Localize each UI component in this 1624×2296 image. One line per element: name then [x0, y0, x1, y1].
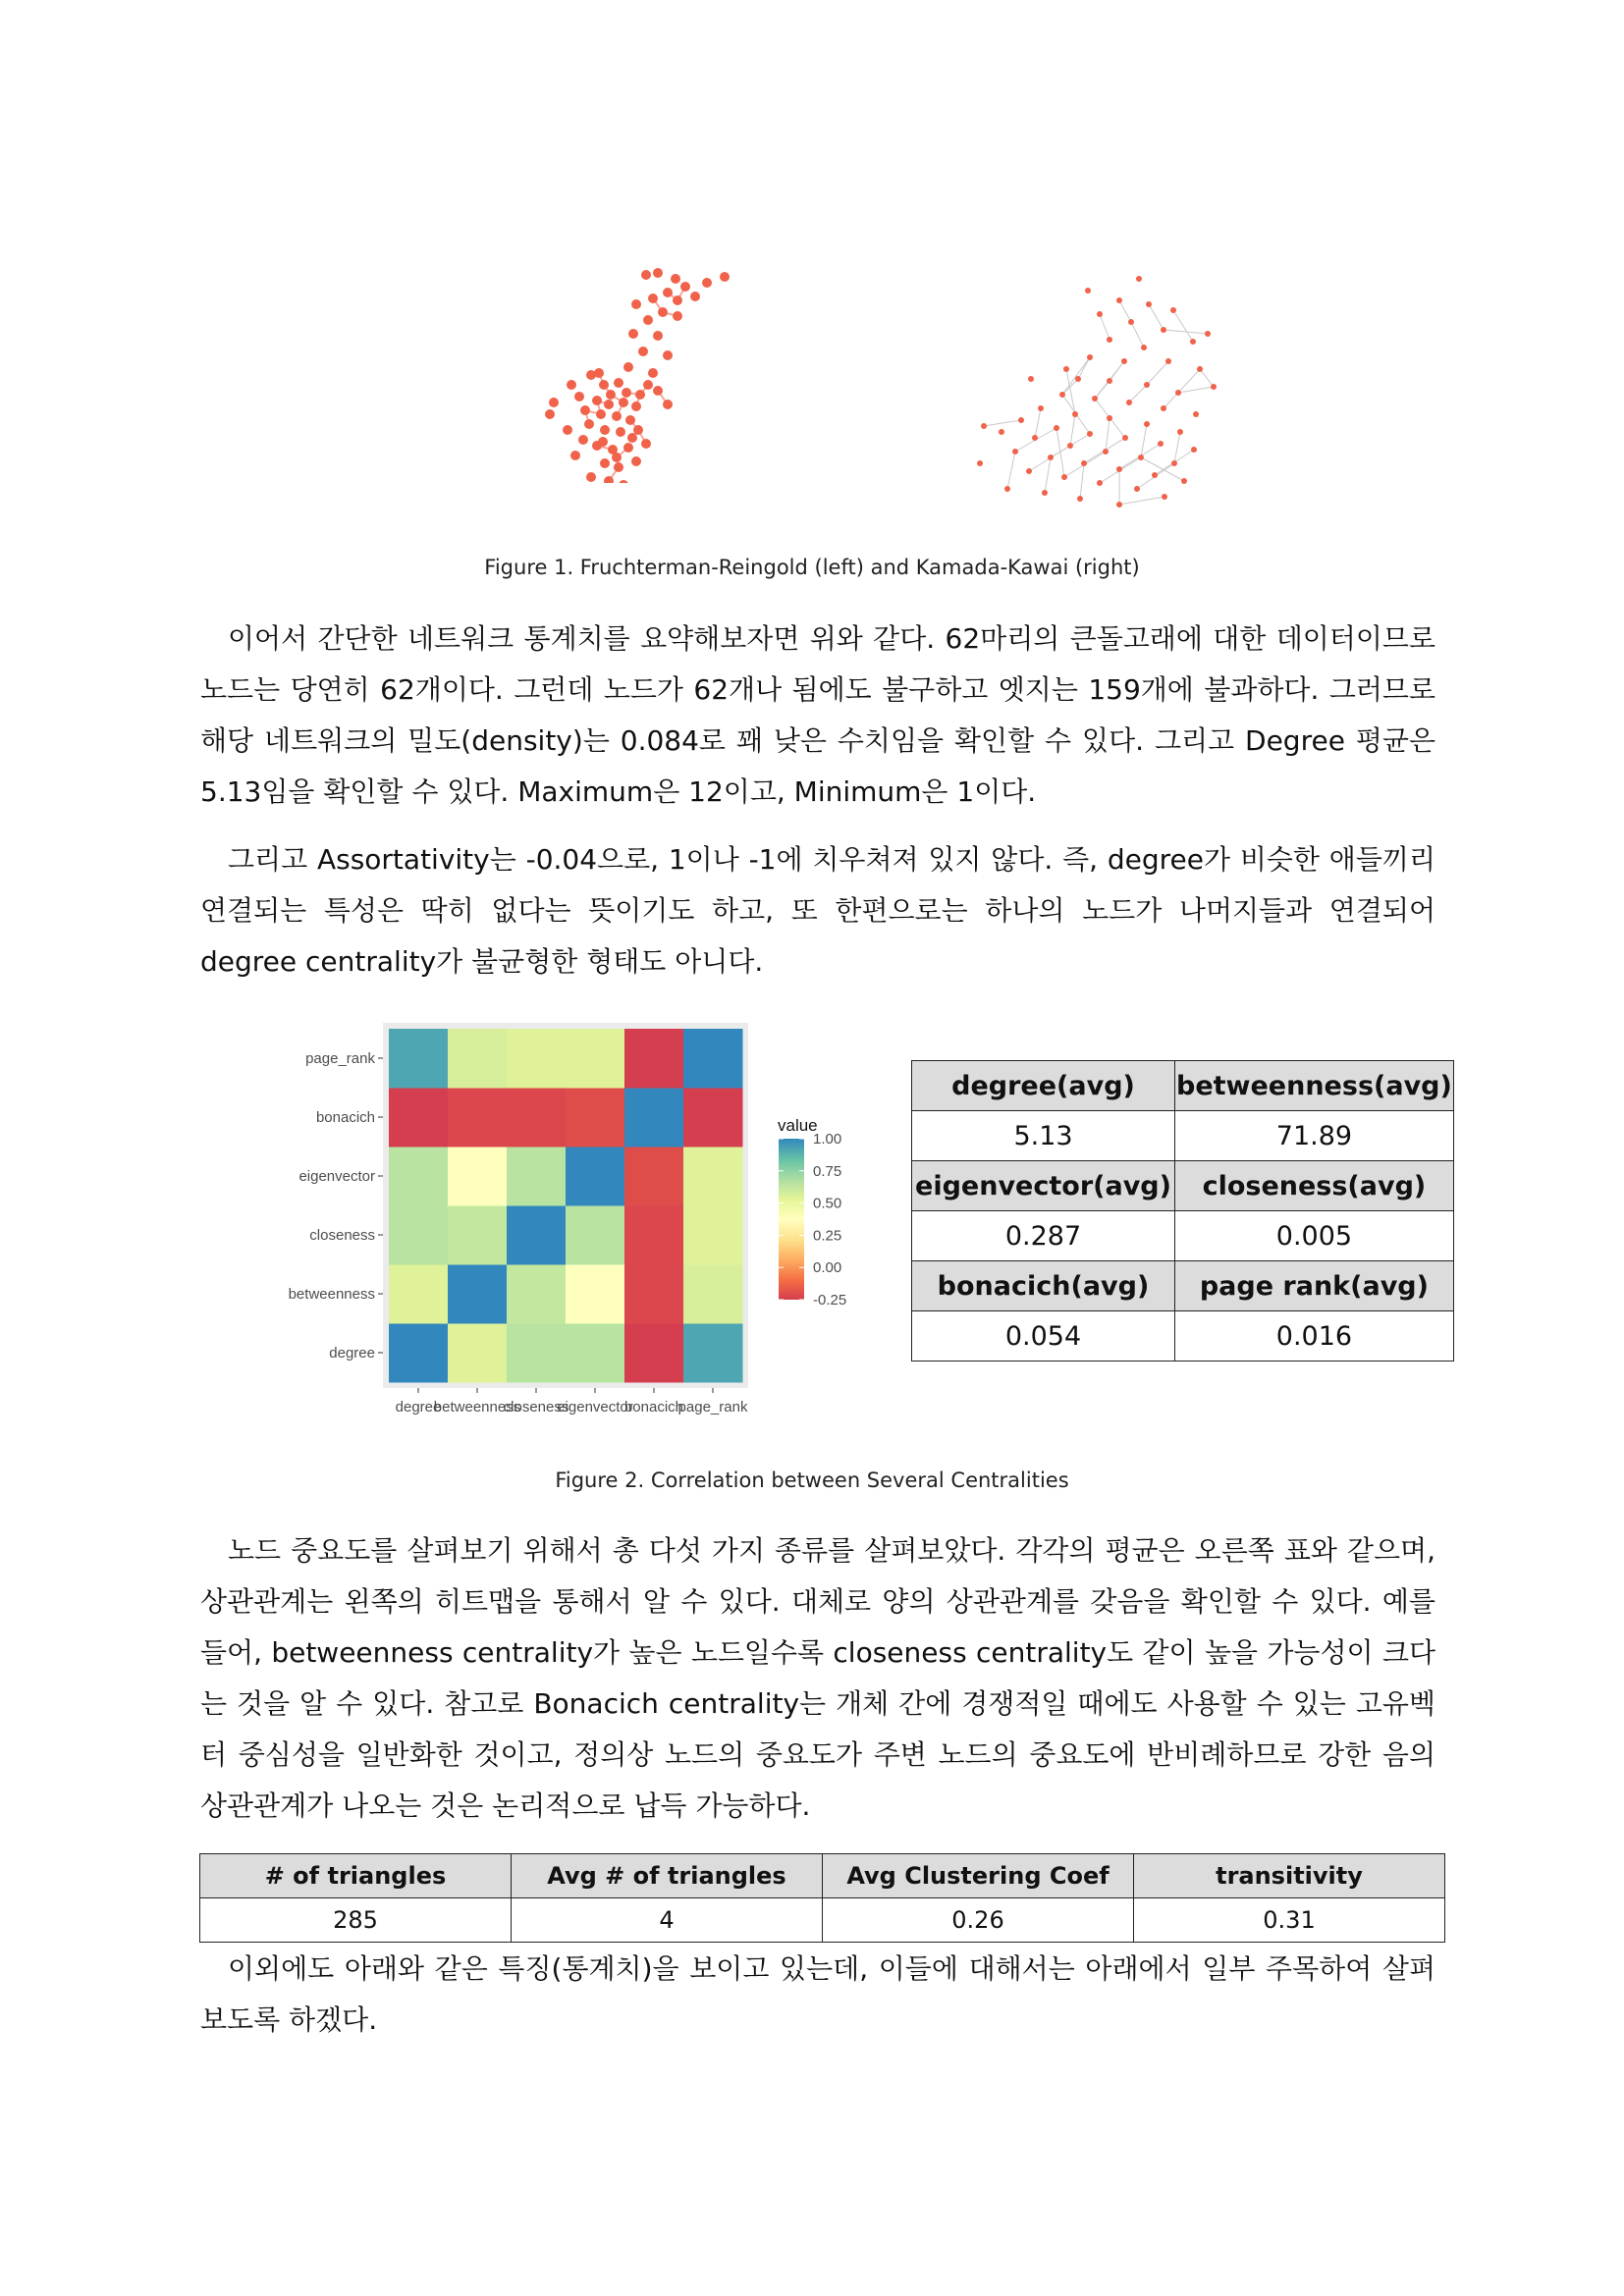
- network-node: [1061, 474, 1067, 480]
- network-node: [1170, 307, 1176, 313]
- heatmap-cell-eigenvector-page_rank: [566, 1029, 625, 1089]
- network-node: [631, 401, 641, 411]
- network-node: [638, 347, 648, 356]
- heatmap-cell-closeness-degree: [507, 1323, 567, 1383]
- table-cell: 0.287: [912, 1211, 1175, 1261]
- paragraph-summary: 이어서 간단한 네트워크 통계치를 요약해보자면 위와 같다. 62마리의 큰돌고래에 대한 데이터이므로 노드는 당연히 62개이다. 그런데 노드가 62개나 됨에도 불구하고 엣지는 159개에 불과하다. 그러므로 해당 네트워크의 밀도(density)는 0.084로 꽤 낮은 수치임을 확인할 수 있다. 그리고 Degree 평균은 5.13임을 확인할 수 있다. Maximum은 12이고, Minimum은 1이다.: [200, 622, 1435, 808]
- heatmap-cell-closeness-betweenness: [507, 1264, 567, 1324]
- heatmap-cell-degree-betweenness: [389, 1264, 449, 1324]
- table-cell: page rank(avg): [1175, 1261, 1454, 1311]
- network-node: [1165, 358, 1171, 364]
- heatmap-cell-betweenness-degree: [448, 1323, 508, 1383]
- heatmap-cell-betweenness-betweenness: [448, 1264, 508, 1324]
- heatmap-cell-page_rank-betweenness: [683, 1264, 743, 1324]
- table-header-cell: Avg # of triangles: [512, 1854, 823, 1898]
- network-node: [1048, 454, 1054, 460]
- network-node: [720, 272, 730, 282]
- network-node: [633, 425, 643, 435]
- network-node: [580, 405, 590, 415]
- network-node: [1075, 376, 1081, 382]
- table-cell: 71.89: [1175, 1111, 1454, 1161]
- heatmap-cell-eigenvector-bonacich: [566, 1088, 625, 1148]
- heatmap-cell-eigenvector-closeness: [566, 1205, 625, 1265]
- table-cell: closeness(avg): [1175, 1161, 1454, 1211]
- network-node: [673, 295, 682, 305]
- network-node: [545, 409, 555, 419]
- network-node: [614, 378, 623, 388]
- table-cell: 4: [512, 1898, 823, 1943]
- network-node: [635, 390, 645, 400]
- network-node: [1097, 480, 1103, 486]
- network-node: [1116, 297, 1122, 303]
- network-node: [600, 425, 610, 435]
- network-node: [623, 443, 633, 453]
- network-node: [616, 427, 625, 437]
- network-node: [1042, 490, 1048, 496]
- network-node: [648, 294, 658, 303]
- network-node: [1146, 301, 1152, 307]
- y-tick-label: page_rank: [305, 1050, 375, 1067]
- network-node: [1038, 405, 1044, 411]
- table-header-cell: Avg Clustering Coef: [823, 1854, 1134, 1898]
- legend-tick-label: 0.50: [813, 1195, 842, 1212]
- figure-2-caption: Figure 2. Correlation between Several Centralities: [555, 1468, 1069, 1492]
- table-cell: degree(avg): [912, 1061, 1175, 1111]
- table-row: [912, 1211, 1454, 1261]
- network-node: [1067, 443, 1073, 449]
- heatmap-cell-betweenness-eigenvector: [448, 1147, 508, 1206]
- network-node: [643, 380, 653, 390]
- network-node: [612, 453, 622, 462]
- network-node: [570, 451, 580, 460]
- table-row: [200, 1898, 1445, 1943]
- network-node: [1205, 331, 1211, 337]
- heatmap-cell-closeness-page_rank: [507, 1029, 567, 1089]
- network-node: [1085, 288, 1091, 294]
- network-node: [619, 398, 628, 407]
- network-node: [1107, 378, 1112, 384]
- network-node: [1087, 431, 1093, 437]
- network-node: [1107, 337, 1112, 343]
- network-node: [1161, 327, 1166, 333]
- network-node: [690, 292, 700, 301]
- table-cell: 0.31: [1134, 1898, 1445, 1943]
- table-cell: betweenness(avg): [1175, 1061, 1454, 1111]
- y-tick-label: closeness: [309, 1227, 375, 1244]
- network-node: [1072, 411, 1078, 417]
- network-node: [596, 409, 606, 419]
- table-header-row: [200, 1854, 1445, 1898]
- network-node: [1144, 382, 1150, 388]
- network-node: [1103, 449, 1109, 454]
- network-node: [1012, 449, 1018, 454]
- heatmap-cell-degree-closeness: [389, 1205, 449, 1265]
- heatmap-cell-bonacich-bonacich: [624, 1088, 684, 1148]
- table-row: [912, 1311, 1454, 1362]
- heatmap-cell-betweenness-bonacich: [448, 1088, 508, 1148]
- network-node: [999, 429, 1004, 435]
- network-node: [658, 307, 668, 317]
- network-node: [604, 400, 614, 409]
- network-node: [574, 392, 584, 401]
- heatmap-cell-closeness-eigenvector: [507, 1147, 567, 1206]
- network-node: [1026, 468, 1032, 474]
- table-row: [912, 1261, 1454, 1311]
- x-tick-label: page_rank: [677, 1399, 748, 1415]
- table-row: [912, 1061, 1454, 1111]
- network-node: [549, 398, 559, 407]
- paragraph-assortativity: 그리고 Assortativity는 -0.04으로, 1이나 -1에 치우쳐져 있지 않다. 즉, degree가 비슷한 애들끼리 연결되는 특성은 딱히 없다는 뜻이기도 하고, 또 한편으로는 하나의 노드가 나머지들과 연결되어 degree centrality가 불균형한 형태도 아니다.: [200, 843, 1435, 978]
- network-node: [627, 433, 637, 443]
- triangles-table: [199, 1853, 1445, 1943]
- network-node: [680, 282, 690, 292]
- network-node: [1116, 466, 1122, 472]
- heatmap-cell-eigenvector-betweenness: [566, 1264, 625, 1324]
- network-node: [653, 268, 663, 278]
- network-node: [1211, 384, 1217, 390]
- heatmap-cell-page_rank-bonacich: [683, 1088, 743, 1148]
- network-node: [619, 480, 628, 483]
- x-tick-label: closeness: [503, 1399, 569, 1415]
- table-cell: 5.13: [912, 1111, 1175, 1161]
- network-node: [614, 462, 623, 472]
- network-node: [623, 362, 633, 372]
- network-node: [1126, 400, 1132, 405]
- network-node: [1063, 366, 1069, 372]
- heatmap-cell-page_rank-closeness: [683, 1205, 743, 1265]
- x-tick-label: betweenness: [433, 1399, 521, 1415]
- network-node: [1138, 454, 1144, 460]
- table-cell: 0.005: [1175, 1211, 1454, 1261]
- heatmap-cell-betweenness-page_rank: [448, 1029, 508, 1089]
- table-cell: 0.016: [1175, 1311, 1454, 1362]
- network-node: [641, 270, 651, 280]
- heatmap-cell-betweenness-closeness: [448, 1205, 508, 1265]
- network-node: [600, 458, 610, 468]
- table-cell: bonacich(avg): [912, 1261, 1175, 1311]
- heatmap-cell-bonacich-eigenvector: [624, 1147, 684, 1206]
- heatmap-cell-eigenvector-eigenvector: [566, 1147, 625, 1206]
- network-node: [653, 386, 663, 396]
- network-node: [1032, 435, 1038, 441]
- legend-tick-label: 0.75: [813, 1162, 842, 1180]
- table-header-cell: transitivity: [1134, 1854, 1445, 1898]
- heatmap-cell-bonacich-betweenness: [624, 1264, 684, 1324]
- network-node: [643, 315, 653, 325]
- network-node: [628, 329, 638, 339]
- table-cell: 285: [200, 1898, 512, 1943]
- network-node: [1177, 429, 1183, 435]
- network-node: [663, 288, 673, 297]
- y-tick-label: bonacich: [315, 1109, 375, 1126]
- network-node: [606, 390, 616, 400]
- network-node: [1097, 311, 1103, 317]
- network-node: [1087, 354, 1093, 360]
- network-node: [567, 380, 576, 390]
- network-node: [1191, 447, 1197, 453]
- table-row: [912, 1161, 1454, 1211]
- network-node: [1162, 494, 1167, 500]
- network-node: [1141, 345, 1147, 350]
- heatmap-cell-degree-bonacich: [389, 1088, 449, 1148]
- network-node: [578, 435, 588, 445]
- heatmap-cell-bonacich-page_rank: [624, 1029, 684, 1089]
- network-node: [671, 274, 680, 284]
- heatmap-cell-degree-page_rank: [389, 1029, 449, 1089]
- network-node: [1121, 358, 1127, 364]
- network-node: [1081, 460, 1087, 466]
- network-node: [612, 411, 622, 421]
- network-node: [1059, 392, 1065, 398]
- heatmap-cell-closeness-bonacich: [507, 1088, 567, 1148]
- correlation-heatmap: [255, 1011, 884, 1423]
- network-node: [673, 311, 682, 321]
- network-node: [1004, 486, 1010, 492]
- network-node: [592, 396, 602, 405]
- network-node: [1077, 496, 1083, 502]
- network-node: [584, 419, 594, 429]
- y-tick-label: betweenness: [288, 1286, 375, 1303]
- network-node: [1181, 478, 1187, 484]
- network-node: [702, 278, 712, 288]
- fruchterman-reingold-network: [511, 257, 746, 483]
- network-node: [599, 380, 609, 390]
- network-node: [594, 368, 604, 378]
- legend-tick-label: 0.00: [813, 1259, 842, 1277]
- table-cell: 0.26: [823, 1898, 1134, 1943]
- legend-colorbar: [779, 1139, 804, 1300]
- heatmap-cell-page_rank-degree: [683, 1323, 743, 1383]
- kamada-kawai-network: [972, 271, 1218, 510]
- network-node: [663, 350, 673, 360]
- network-node: [1175, 390, 1181, 396]
- heatmap-cell-closeness-closeness: [507, 1205, 567, 1265]
- heatmap-cell-degree-eigenvector: [389, 1147, 449, 1206]
- network-node: [1161, 405, 1166, 411]
- network-node: [1122, 435, 1128, 441]
- network-node: [663, 400, 673, 409]
- x-tick-label: degree: [395, 1399, 442, 1415]
- paragraph-closing: 이외에도 아래와 같은 특징(통계치)을 보이고 있는데, 이들에 대해서는 아래에서 일부 주목하여 살펴보도록 하겠다.: [200, 1952, 1435, 2036]
- figure-1-caption: Figure 1. Fruchterman-Reingold (left) and Kamada-Kawai (right): [484, 556, 1140, 579]
- legend-title: value: [778, 1116, 818, 1135]
- centrality-averages-table: [911, 1060, 1454, 1362]
- network-node: [1107, 415, 1112, 421]
- network-node: [1092, 396, 1098, 401]
- network-node: [1018, 417, 1024, 423]
- network-node: [1193, 411, 1199, 417]
- legend-tick-label: 1.00: [813, 1131, 842, 1148]
- network-node: [1136, 276, 1142, 282]
- network-node: [977, 460, 983, 466]
- table-cell: 0.054: [912, 1311, 1175, 1362]
- heatmap-cell-page_rank-eigenvector: [683, 1147, 743, 1206]
- paragraph-centrality: 노드 중요도를 살펴보기 위해서 총 다섯 가지 종류를 살펴보았다. 각각의 평균은 오른쪽 표와 같으며, 상관관계는 왼쪽의 히트맵을 통해서 알 수 있다. 대체로 양의 상관관계를 갖음을 확인할 수 있다. 예를 들어, betweenness centrality가 높은 노드일수록 closeness centrality도 같이 높을 가능성이 크다는 것을 알 수 있다. 참고로 Bonacich centrality는 개체 간에 경쟁적일 때에도 사용할 수 있는 고유벡터 중심성을 일반화한 것이고, 정의상 노드의 중요도가 주변 노드의 중요도에 반비례하므로 강한 음의 상관관계가 나오는 것은 논리적으로 납득 가능하다.: [200, 1534, 1435, 1822]
- network-node: [1134, 486, 1140, 492]
- y-tick-label: degree: [329, 1345, 375, 1362]
- legend-tick-label: -0.25: [813, 1292, 847, 1308]
- network-node: [1197, 366, 1203, 372]
- x-tick-label: bonacich: [623, 1399, 684, 1415]
- heatmap-cell-degree-degree: [389, 1323, 449, 1383]
- heatmap-cell-eigenvector-degree: [566, 1323, 625, 1383]
- network-node: [631, 299, 641, 309]
- network-node: [1190, 339, 1196, 345]
- network-node: [1158, 441, 1164, 447]
- network-node: [1054, 425, 1059, 431]
- network-node: [641, 439, 651, 449]
- network-node: [586, 472, 596, 482]
- heatmap-cell-bonacich-closeness: [624, 1205, 684, 1265]
- network-node: [981, 423, 987, 429]
- network-node: [1128, 319, 1134, 325]
- network-node: [625, 415, 635, 425]
- network-node: [1171, 460, 1177, 466]
- network-node: [598, 437, 608, 447]
- legend-tick-label: 0.25: [813, 1227, 842, 1245]
- heatmap-cell-page_rank-page_rank: [683, 1029, 743, 1089]
- y-tick-label: eigenvector: [298, 1168, 375, 1185]
- network-node: [653, 331, 663, 341]
- heatmap-cell-bonacich-degree: [624, 1323, 684, 1383]
- network-node: [1144, 421, 1150, 427]
- network-node: [622, 388, 631, 398]
- network-node: [1152, 472, 1158, 478]
- table-row: [912, 1111, 1454, 1161]
- network-node: [1116, 502, 1122, 507]
- table-header-cell: # of triangles: [200, 1854, 512, 1898]
- x-tick-label: eigenvector: [557, 1399, 633, 1415]
- network-node: [563, 425, 572, 435]
- network-node: [1028, 376, 1034, 382]
- network-node: [631, 456, 641, 466]
- table-cell: eigenvector(avg): [912, 1161, 1175, 1211]
- network-node: [648, 368, 658, 378]
